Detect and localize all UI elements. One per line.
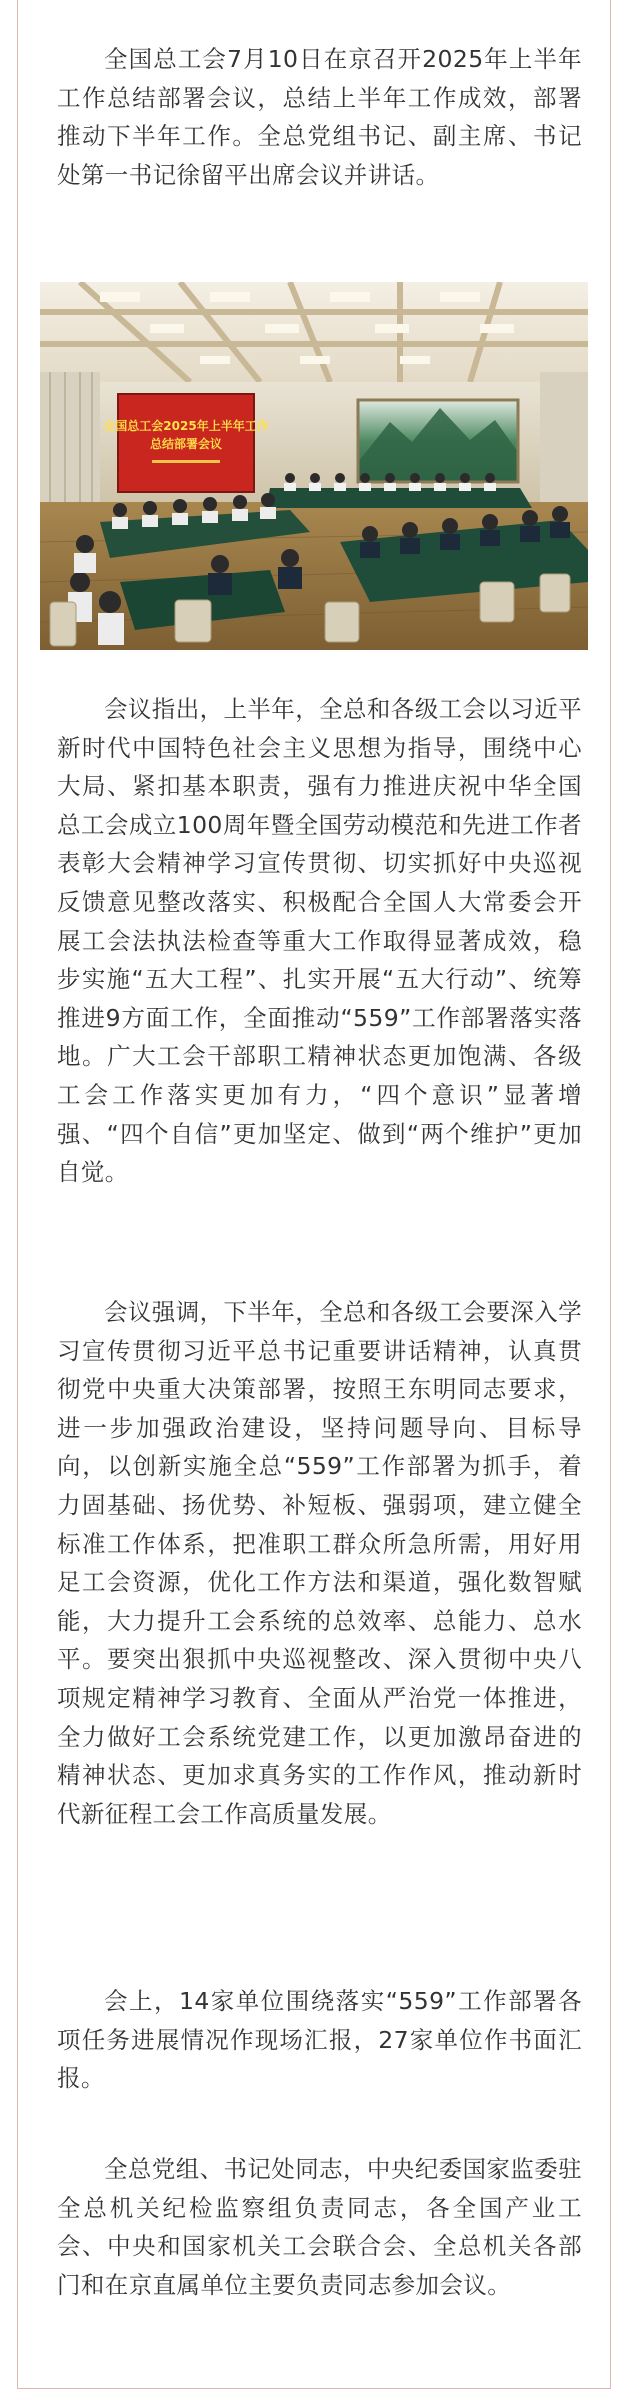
banner-decoration bbox=[152, 460, 220, 463]
banner-title-line1: 全国总工会2025年上半年工作 bbox=[103, 419, 269, 433]
paragraph-attendees: 全总党组、书记处同志，中央纪委国家监委驻全总机关纪检监察组负责同志，各全国产业工会、中央和国家机关工会联合会、全总机关各部门和在京直属单位主要负责同志参加会议。 bbox=[57, 2155, 582, 2299]
banner-title-line2: 总结部署会议 bbox=[149, 437, 223, 451]
paragraph-review: 会议指出，上半年，全总和各级工会以习近平新时代中国特色社会主义思想为指导，围绕中心大局、紧扣基本职责，强有力推进庆祝中华全国总工会成立100周年暨全国劳动模范和先进工作者表彰大会精神学习宣传贯彻、切实抓好中央巡视反馈意见整改落实、积极配合全国人大常委会开展工会法执法检查等重大工作取得显著成效，稳步实施“五大工程”、扎实开展“五大行动”、统筹推进9方面工作，全面推动“559”工作部署落实落地。广大工会干部职工精神状态更加饱满、各级工会工作落实更加有力，“四个意识”显著增强、“四个自信”更加坚定、做到“两个维护”更加自觉。 bbox=[57, 695, 582, 1187]
paragraph-reports: 会上，14家单位围绕落实“559”工作部署各项任务进展情况作现场汇报，27家单位作书面汇报。 bbox=[57, 1987, 582, 2093]
meeting-photo bbox=[40, 282, 588, 650]
paragraph-emphasis: 会议强调，下半年，全总和各级工会要深入学习宣传贯彻习近平总书记重要讲话精神，认真贯彻党中央重大决策部署，按照王东明同志要求，进一步加强政治建设，坚持问题导向、目标导向，以创新实施全总“559”工作部署为抓手，着力固基础、扬优势、补短板、强弱项，建立健全标准工作体系，把准职工群众所急所需，用好用足工会资源，优化工作方法和渠道，强化数智赋能，大力提升工会系统的总效率、总能力、总水平。要突出狠抓中央巡视整改、深入贯彻中央八项规定精神学习教育、全面从严治党一体推进，全力做好工会系统党建工作，以更加激昂奋进的精神状态、更加求真务实的工作作风，推动新时代新征程工会工作高质量发展。 bbox=[57, 1298, 582, 1828]
paragraph-intro: 全国总工会7月10日在京召开2025年上半年工作总结部署会议，总结上半年工作成效，部署推动下半年工作。全总党组书记、副主席、书记处第一书记徐留平出席会议并讲话。 bbox=[57, 45, 582, 189]
